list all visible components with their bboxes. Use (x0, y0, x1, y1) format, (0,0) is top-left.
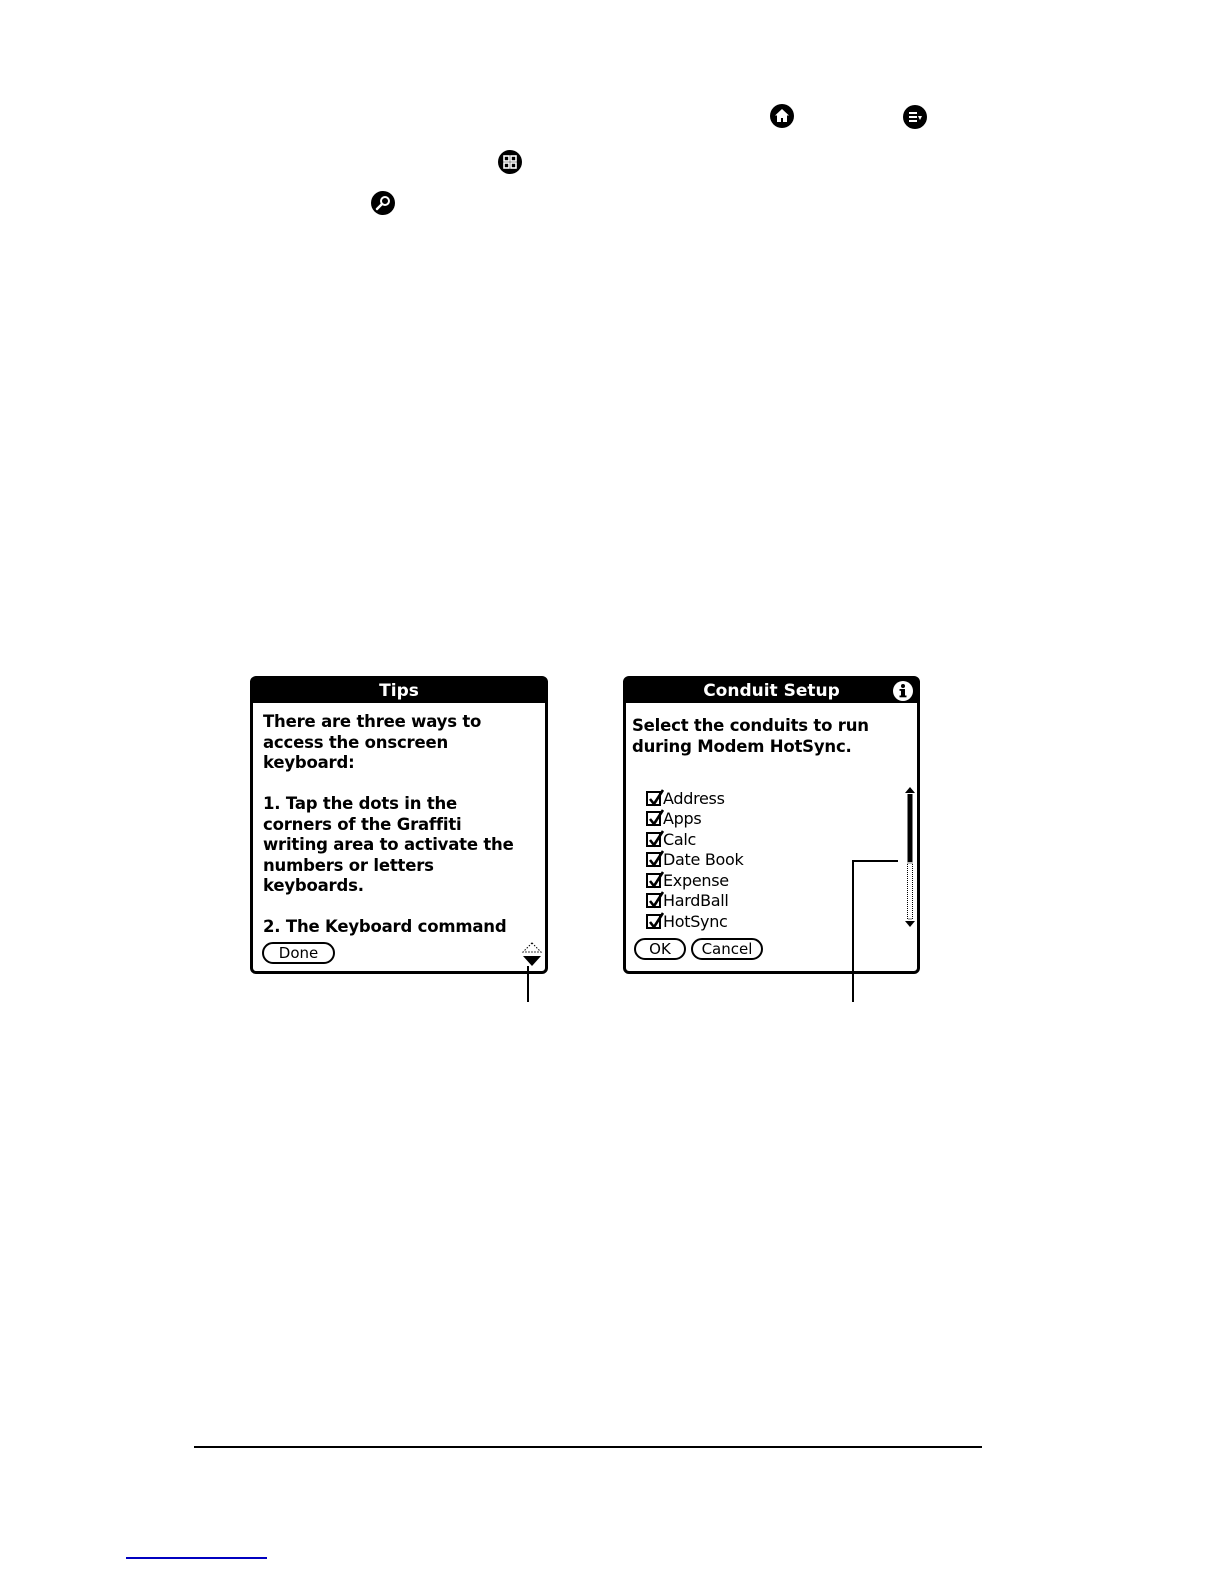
conduit-label: HotSync (663, 911, 728, 931)
menu-icon (903, 105, 927, 129)
find-icon (371, 191, 395, 215)
tips-line: There are three ways to (263, 712, 482, 731)
checkbox[interactable] (646, 791, 661, 806)
checkbox[interactable] (646, 914, 661, 929)
tips-line: access the onscreen (263, 732, 448, 752)
conduit-label: Address (663, 788, 725, 808)
info-icon[interactable] (893, 681, 913, 701)
scroll-arrows-icon (521, 941, 543, 969)
conduit-list (646, 788, 743, 932)
ok-button[interactable]: OK (634, 938, 686, 960)
footer-link-underline (126, 1557, 267, 1559)
instruction-line: during Modem HotSync. (632, 736, 852, 756)
conduit-item-hotsync[interactable] (646, 911, 743, 932)
calculator-icon (498, 150, 522, 174)
conduit-title: Conduit Setup (626, 679, 917, 703)
tips-line: 1. Tap the dots in the (263, 794, 458, 813)
scrollbar-graphic (904, 787, 916, 929)
callout-line-scroll-arrows (527, 966, 529, 1002)
tips-line: 2. The Keyboard command (263, 917, 507, 936)
tips-title: Tips (253, 679, 545, 703)
done-button[interactable]: Done (262, 942, 335, 964)
conduit-label: Calc (663, 829, 697, 849)
tips-line (263, 774, 543, 795)
footer-rule (194, 1446, 982, 1448)
conduit-label: Expense (663, 870, 729, 890)
conduit-item-expense[interactable] (646, 870, 743, 891)
tips-text (263, 712, 543, 938)
scroll-arrows[interactable] (521, 941, 543, 969)
conduit-label: Apps (663, 809, 702, 829)
checkbox[interactable] (646, 811, 661, 826)
instruction-line: Select the conduits to run (632, 716, 869, 735)
tips-line: corners of the Graffiti (263, 814, 462, 834)
cancel-button[interactable]: Cancel (691, 938, 763, 960)
checkbox[interactable] (646, 893, 661, 908)
conduit-label: Date Book (663, 850, 744, 870)
checkbox[interactable] (646, 852, 661, 867)
tips-line: numbers or letters (263, 855, 434, 875)
conduit-instruction (632, 716, 912, 757)
conduit-dialog (623, 676, 920, 974)
checkbox[interactable] (646, 873, 661, 888)
tips-line: writing area to activate the (263, 835, 514, 854)
callout-line-scrollbar-v (852, 860, 854, 1002)
tips-dialog (250, 676, 548, 974)
scrollbar[interactable] (904, 787, 916, 929)
checkbox[interactable] (646, 832, 661, 847)
conduit-item-hardball[interactable] (646, 891, 743, 912)
tips-line: keyboard: (263, 753, 355, 772)
conduit-label: HardBall (663, 891, 729, 911)
tips-line: keyboards. (263, 876, 364, 895)
tips-line (263, 897, 543, 918)
home-icon (770, 104, 794, 128)
callout-line-scrollbar-h (852, 860, 898, 862)
conduit-item-address[interactable] (646, 788, 743, 809)
conduit-item-apps[interactable] (646, 809, 743, 830)
conduit-item-date-book[interactable] (646, 850, 743, 871)
conduit-item-calc[interactable] (646, 829, 743, 850)
